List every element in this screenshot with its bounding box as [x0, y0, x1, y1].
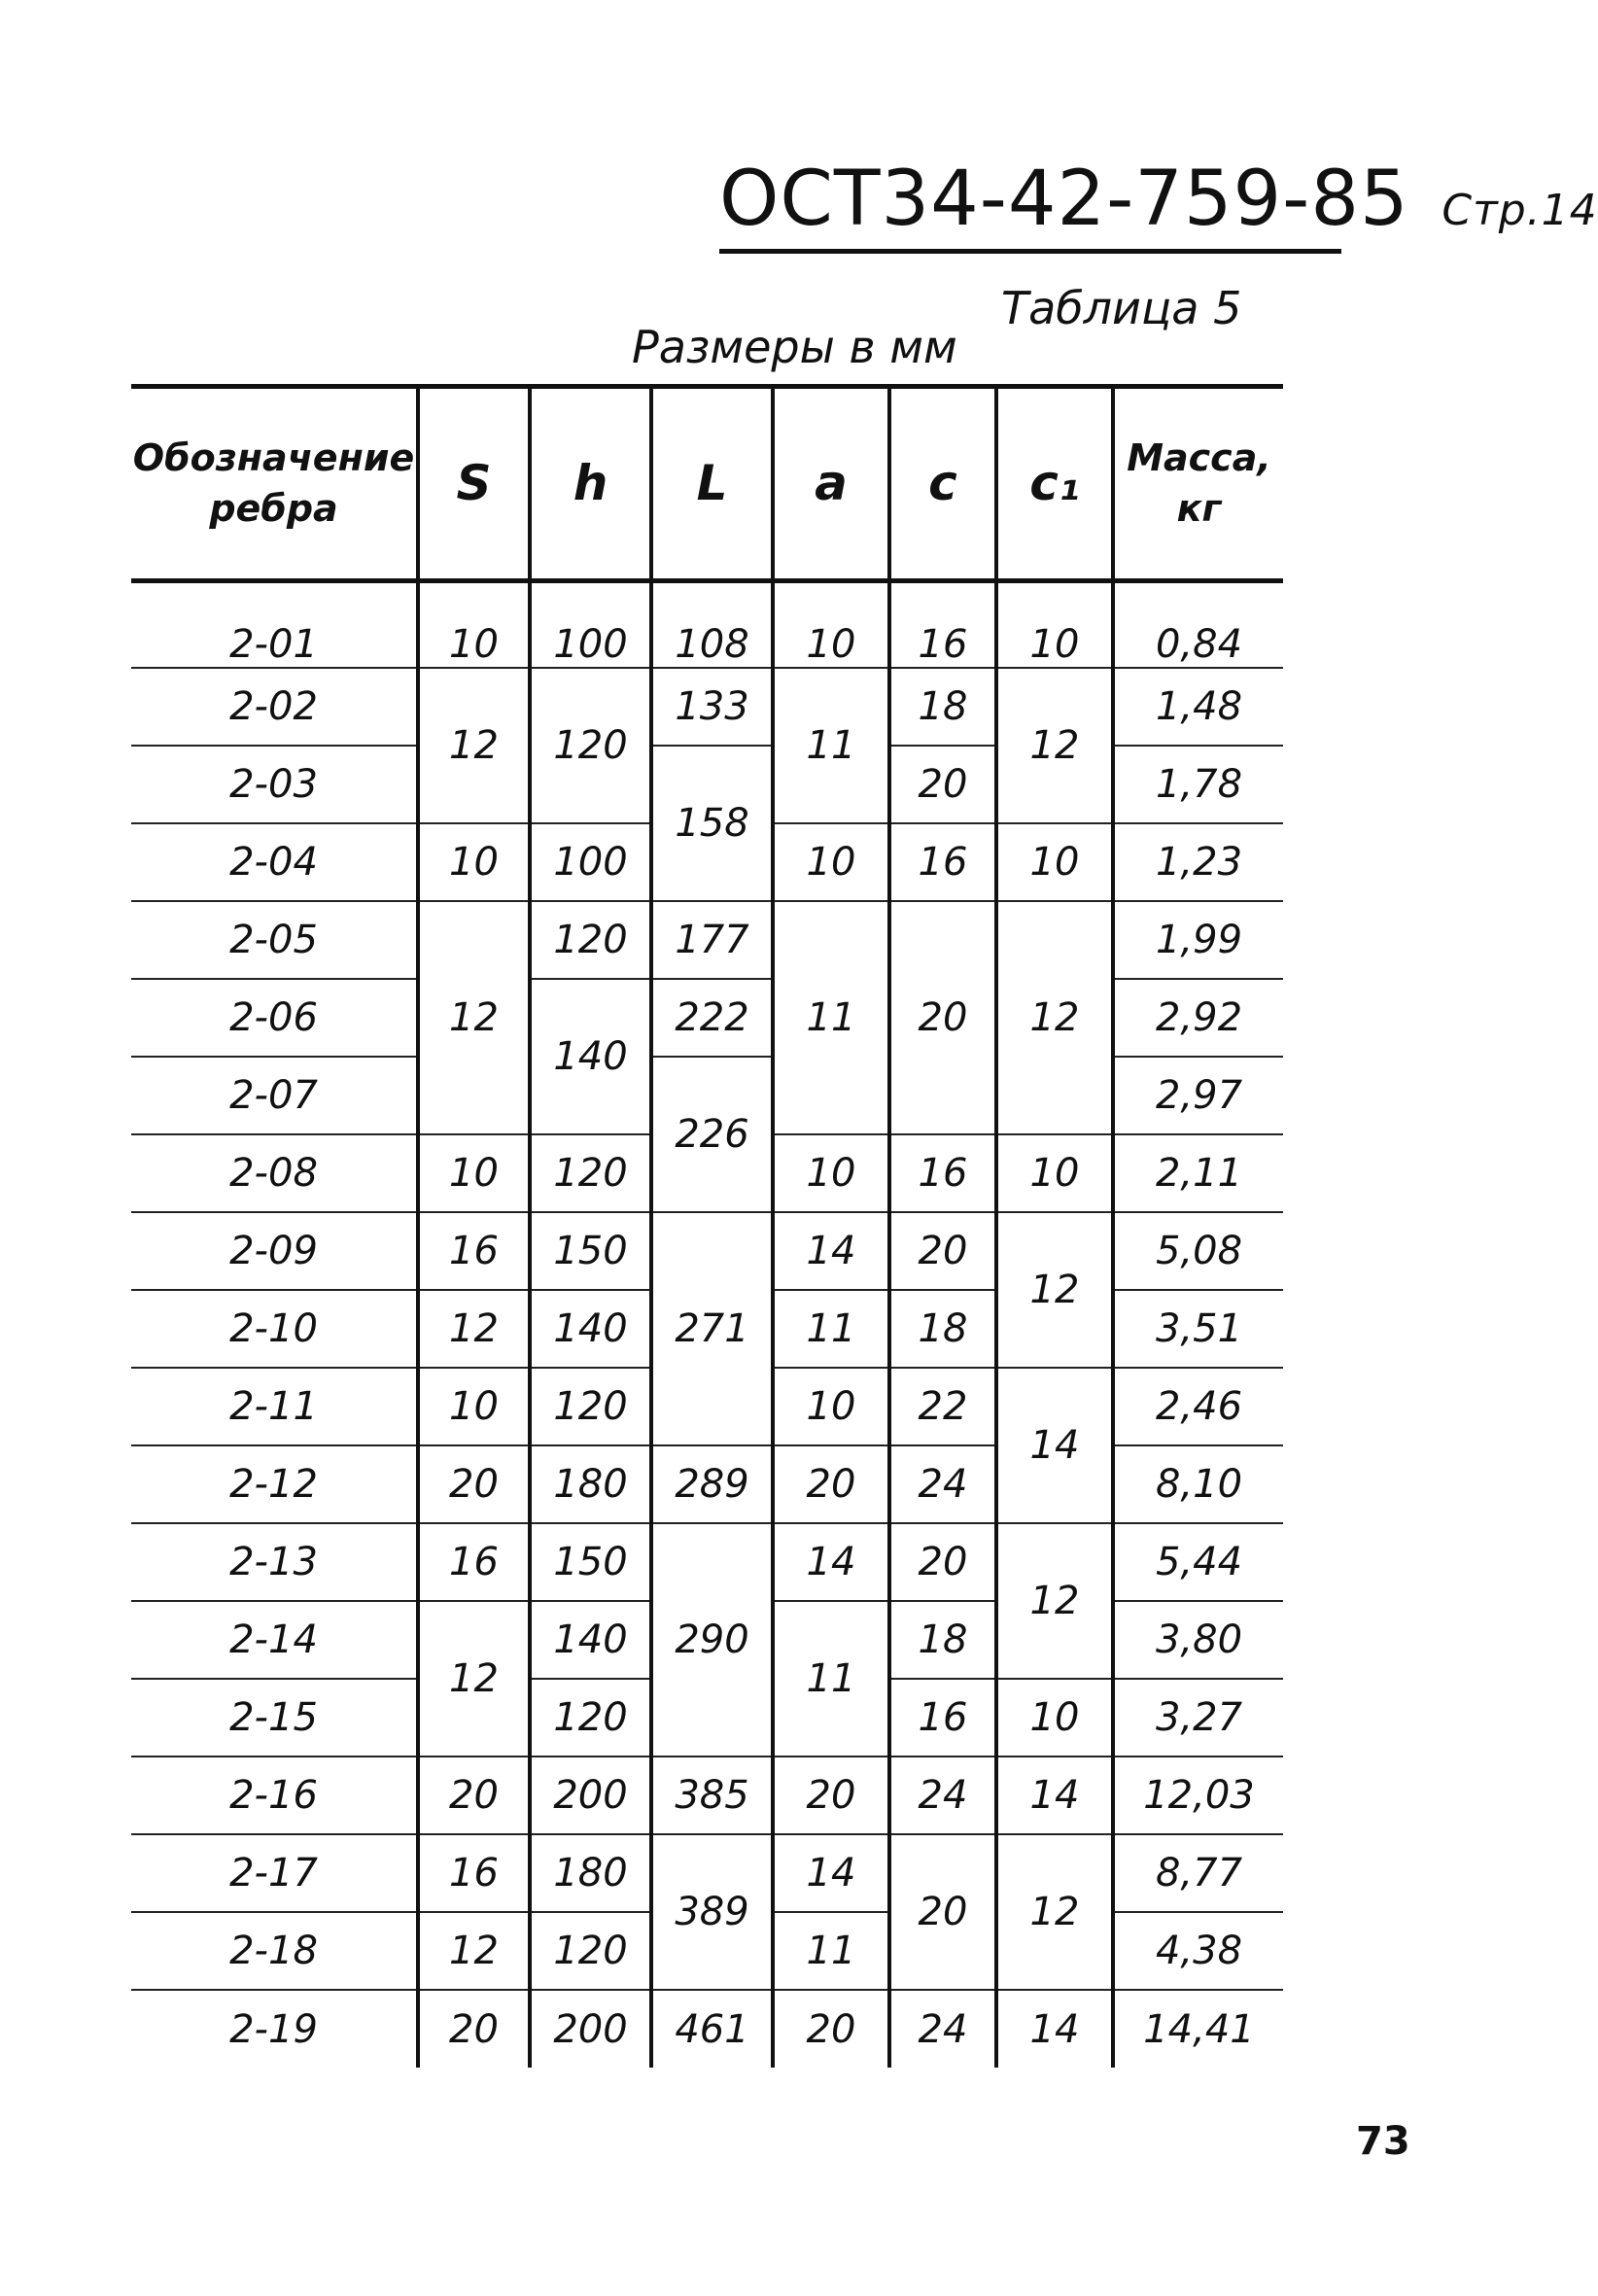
table-row [131, 1523, 1283, 1601]
cell-mass: 12,03 [1113, 1757, 1283, 1834]
cell-id: 2-12 [131, 1445, 418, 1523]
cell-L: 222 [651, 979, 773, 1057]
cell-c1: 12 [996, 901, 1113, 1134]
cell-a: 11 [773, 1912, 889, 1990]
cell-mass: 5,44 [1113, 1523, 1283, 1601]
cell-s: 16 [418, 1523, 530, 1601]
cell-id: 2-05 [131, 901, 418, 979]
cell-mass: 1,99 [1113, 901, 1283, 979]
cell-mass: 0,84 [1113, 581, 1283, 669]
cell-c1: 10 [996, 823, 1113, 901]
cell-a: 14 [773, 1523, 889, 1601]
cell-id: 2-13 [131, 1523, 418, 1601]
table-row [131, 1757, 1283, 1834]
cell-mass: 8,10 [1113, 1445, 1283, 1523]
cell-s: 12 [418, 1912, 530, 1990]
header-c1: c₁ [996, 387, 1113, 581]
cell-c: 24 [889, 1757, 996, 1834]
cell-c1: 10 [996, 581, 1113, 669]
cell-id: 2-19 [229, 2006, 318, 2052]
cell-a: 20 [773, 1757, 889, 1834]
cell-id: 2-18 [131, 1912, 418, 1990]
cell-mass: 1,23 [1113, 823, 1283, 901]
cell-id: 2-03 [131, 746, 418, 823]
cell-id: 2-07 [131, 1057, 418, 1134]
cell-c1: 12 [996, 1834, 1113, 1990]
header-mass: Масса, кг [1113, 387, 1283, 581]
cell-c1: 14 [996, 1368, 1113, 1523]
cell-h: 120 [530, 1912, 651, 1990]
document-header [719, 156, 1598, 254]
cell-c: 20 [889, 1212, 996, 1290]
cell-c1: 10 [996, 1134, 1113, 1212]
cell-id: 2-08 [131, 1134, 418, 1212]
cell-a: 14 [773, 1212, 889, 1290]
cell-c: 24 [889, 1445, 996, 1523]
cell-h: 150 [530, 1523, 651, 1601]
cell-mass: 14,41 [1113, 1990, 1283, 2068]
cell-h: 140 [530, 1601, 651, 1679]
cell-mass: 2,92 [1113, 979, 1283, 1057]
cell-c: 18 [889, 1290, 996, 1368]
cell-L: 133 [651, 668, 773, 746]
cell-h: 200 [530, 1757, 651, 1834]
cell-s: 10 [418, 581, 530, 669]
header-L: L [651, 387, 773, 581]
table-row [131, 1212, 1283, 1290]
cell-h: 150 [530, 1212, 651, 1290]
page-reference: Стр.14 [1442, 186, 1598, 235]
cell-id: 2-17 [131, 1834, 418, 1912]
table-row [131, 1834, 1283, 1912]
cell-a: 11 [773, 1601, 889, 1757]
cell-id: 2-09 [131, 1212, 418, 1290]
cell-c1: 12 [996, 668, 1113, 823]
cell-s: 16 [418, 1212, 530, 1290]
cell-L: 271 [651, 1212, 773, 1445]
cell-h: 120 [530, 1679, 651, 1757]
cell-c: 16 [889, 823, 996, 901]
cell-h: 120 [530, 668, 651, 823]
header-a: a [773, 387, 889, 581]
cell-mass: 2,46 [1113, 1368, 1283, 1445]
cell-s: 20 [418, 1445, 530, 1523]
cell-a: 20 [773, 1990, 889, 2068]
cell-id: 2-04 [131, 823, 418, 901]
cell-L: 461 [651, 1990, 773, 2068]
table-caption: Таблица 5 [1001, 282, 1242, 334]
cell-mass: 2,97 [1113, 1057, 1283, 1134]
cell-c1: 12 [996, 1212, 1113, 1368]
table-row [131, 1990, 1283, 2068]
cell-h: 120 [530, 1368, 651, 1445]
cell-a: 10 [773, 1134, 889, 1212]
cell-id: 2-02 [131, 668, 418, 746]
cell-h: 100 [530, 823, 651, 901]
cell-c: 18 [889, 668, 996, 746]
cell-id: 2-10 [131, 1290, 418, 1368]
cell-mass: 3,80 [1113, 1601, 1283, 1679]
cell-c: 16 [889, 1134, 996, 1212]
cell-L: 290 [651, 1523, 773, 1757]
cell-s: 10 [418, 823, 530, 901]
cell-h: 120 [530, 901, 651, 979]
cell-mass: 1,78 [1113, 746, 1283, 823]
cell-c: 20 [889, 1523, 996, 1601]
cell-mass: 3,51 [1113, 1290, 1283, 1368]
cell-h: 200 [530, 1990, 651, 2068]
cell-L: 385 [651, 1757, 773, 1834]
cell-L: 108 [651, 581, 773, 669]
cell-a: 10 [773, 1368, 889, 1445]
cell-mass: 5,08 [1113, 1212, 1283, 1290]
cell-h: 180 [530, 1445, 651, 1523]
table-row [131, 901, 1283, 979]
cell-L: 226 [651, 1057, 773, 1212]
cell-a: 11 [773, 668, 889, 823]
header-designation: Обозначение ребра [131, 387, 418, 581]
table-row [131, 581, 1283, 669]
cell-mass: 8,77 [1113, 1834, 1283, 1912]
cell-L: 289 [651, 1445, 773, 1523]
cell-c1: 10 [996, 1679, 1113, 1757]
header-c: c [889, 387, 996, 581]
cell-a: 10 [773, 823, 889, 901]
cell-s: 20 [418, 1757, 530, 1834]
cell-a: 11 [773, 901, 889, 1134]
cell-id: 2-14 [131, 1601, 418, 1679]
cell-c: 18 [889, 1601, 996, 1679]
cell-id: 2-16 [131, 1757, 418, 1834]
cell-id: 2-15 [131, 1679, 418, 1757]
cell-h: 120 [530, 1134, 651, 1212]
units-note: Размеры в мм [632, 321, 957, 373]
cell-a: 11 [773, 1290, 889, 1368]
cell-c1: 14 [996, 1990, 1113, 2068]
cell-h: 180 [530, 1834, 651, 1912]
header-h: h [530, 387, 651, 581]
cell-L: 177 [651, 901, 773, 979]
cell-c: 16 [889, 1679, 996, 1757]
cell-c: 24 [889, 1990, 996, 2068]
cell-s: 16 [418, 1834, 530, 1912]
cell-c: 20 [889, 746, 996, 823]
cell-mass: 2,11 [1113, 1134, 1283, 1212]
cell-c: 16 [889, 581, 996, 669]
cell-s: 12 [418, 901, 530, 1134]
cell-h: 100 [530, 581, 651, 669]
header-s: S [418, 387, 530, 581]
cell-h: 140 [530, 979, 651, 1134]
rib-dimensions-table [131, 384, 1283, 2068]
cell-c: 20 [889, 1834, 996, 1990]
table-header-row [131, 387, 1283, 581]
standard-code: ОСТ34-42-759-85 [719, 156, 1409, 243]
cell-mass: 4,38 [1113, 1912, 1283, 1990]
cell-L: 158 [651, 746, 773, 901]
cell-s: 20 [418, 1990, 530, 2068]
cell-s: 12 [418, 1601, 530, 1757]
cell-c1: 14 [996, 1757, 1113, 1834]
cell-a: 10 [773, 581, 889, 669]
cell-c: 20 [889, 901, 996, 1134]
cell-h: 140 [530, 1290, 651, 1368]
cell-a: 20 [773, 1445, 889, 1523]
cell-c: 22 [889, 1368, 996, 1445]
table-body [131, 581, 1283, 2069]
page-number: 73 [1356, 2119, 1410, 2164]
cell-s: 10 [418, 1134, 530, 1212]
table-row [131, 668, 1283, 746]
cell-s: 12 [418, 1290, 530, 1368]
cell-s: 12 [418, 668, 530, 823]
cell-mass: 1,48 [1113, 668, 1283, 746]
cell-mass: 3,27 [1113, 1679, 1283, 1757]
cell-s: 10 [418, 1368, 530, 1445]
cell-L: 389 [651, 1834, 773, 1990]
cell-id: 2-11 [131, 1368, 418, 1445]
cell-a: 14 [773, 1834, 889, 1912]
cell-id: 2-01 [131, 581, 418, 669]
cell-c1: 12 [996, 1523, 1113, 1679]
cell-id: 2-06 [131, 979, 418, 1057]
